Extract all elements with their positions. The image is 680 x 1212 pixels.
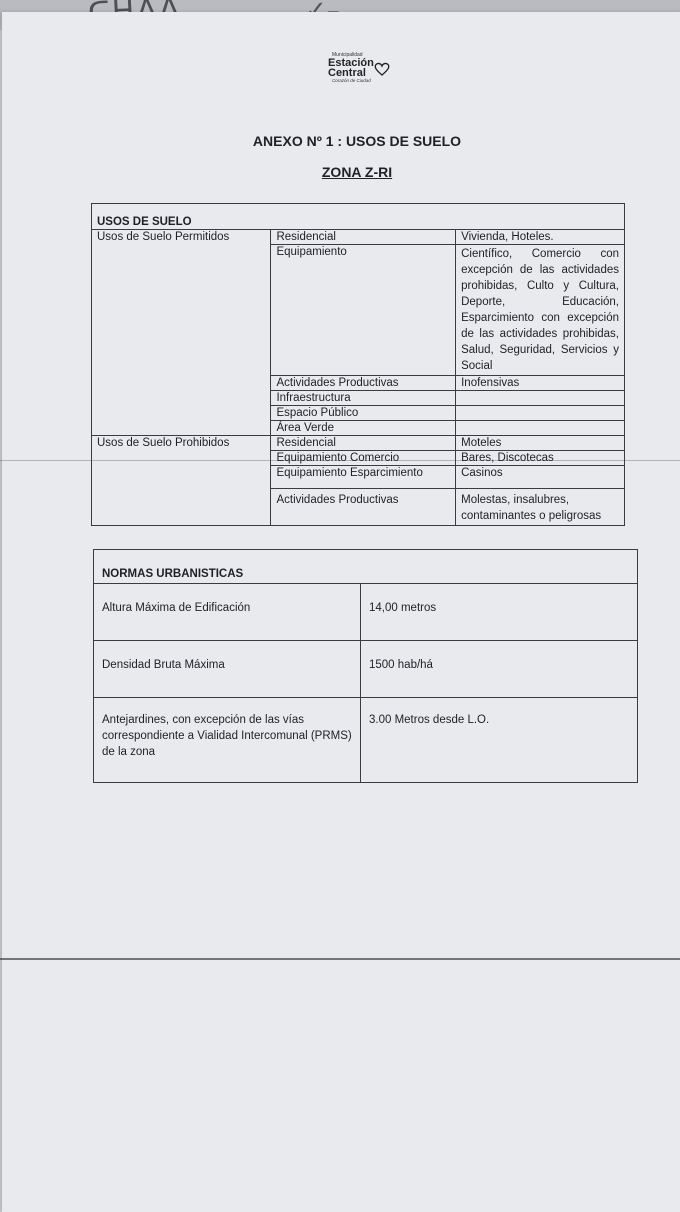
zone-subtitle: ZONA Z-RI — [321, 164, 393, 180]
table-header: NORMAS URBANISTICAS — [94, 550, 638, 584]
table-cell: Molestas, insalubres, contaminantes o peligrosas — [456, 489, 625, 526]
table-row — [92, 230, 625, 245]
logo-line1: Estación — [328, 57, 374, 69]
table-cell: Inofensivas — [456, 376, 625, 391]
prohibidos-label: Usos de Suelo Prohibidos — [92, 436, 271, 526]
table-cell: Densidad Bruta Máxima — [94, 641, 361, 698]
table-cell: Equipamiento Esparcimiento — [271, 466, 456, 489]
table-cell — [456, 406, 625, 421]
table-cell: 1500 hab/há — [361, 641, 638, 698]
table-cell: Equipamiento Comercio — [271, 451, 456, 466]
table-cell: Residencial — [271, 230, 456, 245]
table-row — [94, 698, 638, 783]
table-cell: 14,00 metros — [361, 584, 638, 641]
fold-line — [0, 958, 680, 960]
logo-tagline: Corazón de Ciudad — [332, 78, 371, 83]
table-cell — [456, 391, 625, 406]
page-title: ANEXO Nº 1 : USOS DE SUELO — [252, 133, 462, 149]
table-cell: Bares, Discotecas — [456, 451, 625, 466]
heart-icon — [374, 62, 390, 76]
table-cell: Espacio Público — [271, 406, 456, 421]
table-cell: Moteles — [456, 436, 625, 451]
table-row — [92, 436, 625, 451]
logo-line2: Central — [328, 67, 366, 79]
table-cell: Antejardines, con excepción de las vías correspondiente a Vialidad Intercomunal (PRMS) de la zona — [94, 698, 361, 783]
normas-urbanisticas-table — [93, 549, 638, 783]
table-cell: Altura Máxima de Edificación — [94, 584, 361, 641]
permitidos-label: Usos de Suelo Permitidos — [92, 230, 271, 436]
table-cell: Actividades Productivas — [271, 489, 456, 526]
table-cell: Vivienda, Hoteles. — [456, 230, 625, 245]
table-row — [94, 584, 638, 641]
table-cell: Equipamiento — [271, 245, 456, 376]
logo-small-text: Municipalidad — [332, 52, 363, 58]
table-cell: Científico, Comercio con excepción de las actividades prohibidas, Culto y Cultura, Deporte, Educación, Esparcimiento con excepción de las actividades prohibidas, Salud, Seguridad, Servicios y Social — [456, 245, 625, 376]
municipality-logo — [328, 52, 390, 90]
table-cell: Infraestructura — [271, 391, 456, 406]
table-cell: 3.00 Metros desde L.O. — [361, 698, 638, 783]
table-row — [94, 641, 638, 698]
table-cell — [456, 421, 625, 436]
usos-de-suelo-table — [91, 203, 625, 526]
table-cell: Residencial — [271, 436, 456, 451]
table-cell: Casinos — [456, 466, 625, 489]
table-cell: Actividades Productivas — [271, 376, 456, 391]
table-header: USOS DE SUELO — [92, 204, 625, 230]
table-cell: Área Verde — [271, 421, 456, 436]
